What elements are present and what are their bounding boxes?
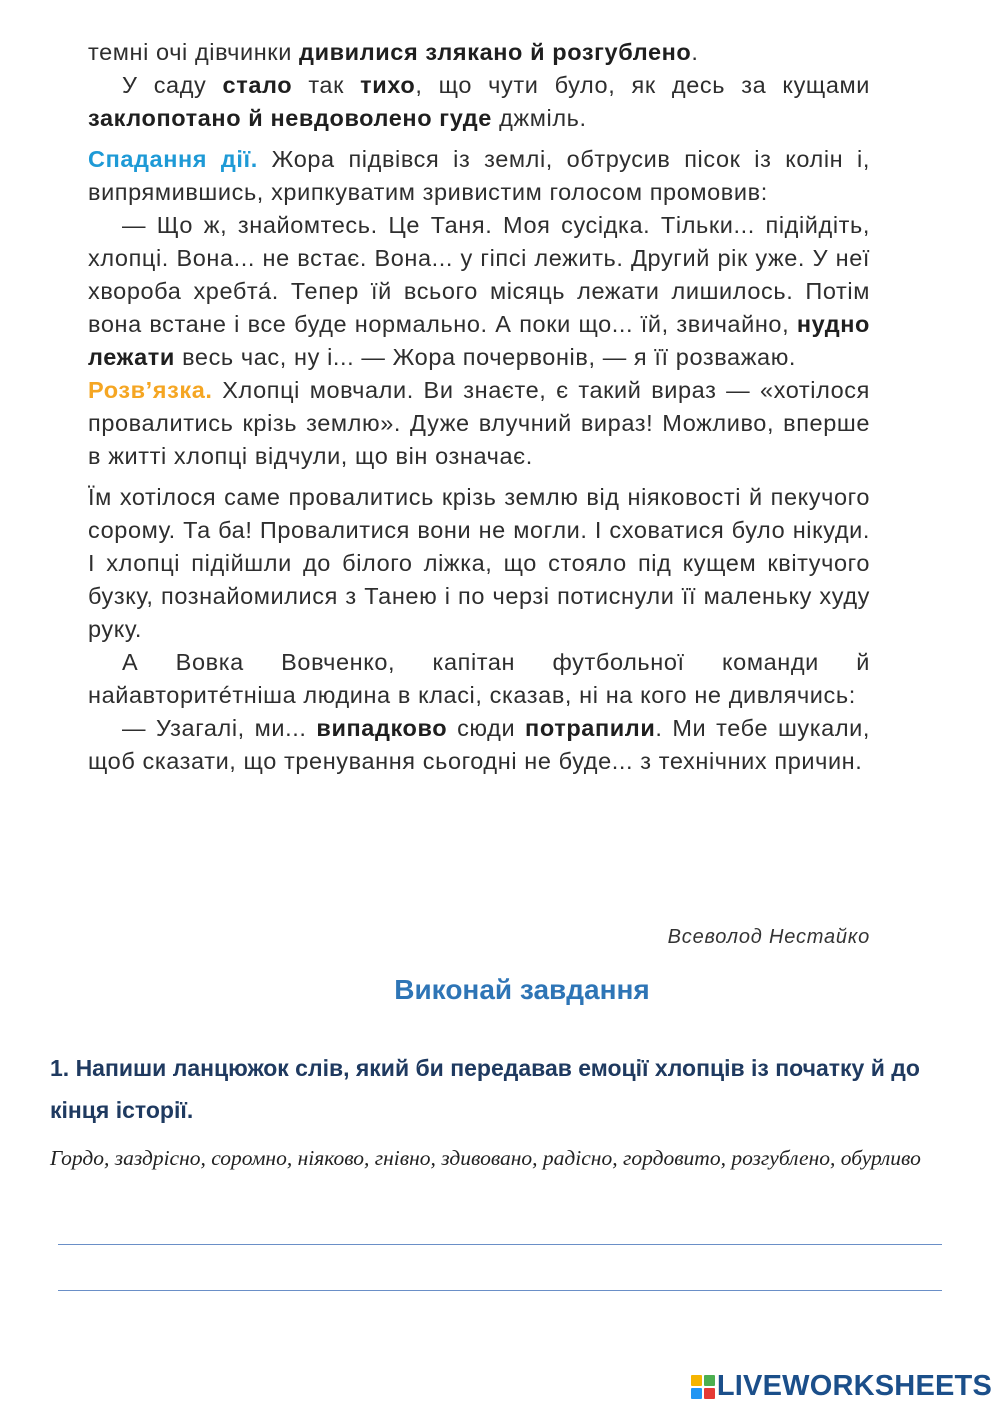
answer-line[interactable] — [58, 1244, 942, 1245]
section-label-resolution: Розв’язка. — [88, 377, 213, 403]
story-paragraph: — Що ж, знайомтесь. Це Таня. Моя сусідка. Тільки... підійдіть, хлопці. Вона... не встає. Вона... у гіпсі лежить. Другий рік уже. У неї хвороба хребта́. Тепер їй всього місяць лежати лишилось. Потім вона встане і все буде нормально. А поки що... їй, звичайно, нудно лежати весь час, ну і... — Жора почервонів, — я її розважаю. — [88, 212, 870, 370]
story-paragraph: Їм хотілося саме провалитись крізь землю від ніяковості й пекучого сорому. Та ба! Провалитися вони не могли. І сховатися було нікуди. І хлопці підійшли до білого ліжка, що стояло під кущем квітучого бузку, познайомилися з Танею і по черзі потиснули її маленьку худу руку. — [88, 484, 870, 642]
liveworksheets-brand — [691, 1370, 992, 1403]
story-paragraph: — Узагалі, ми... випадково сюди потрапили. Ми тебе шукали, щоб сказати, що тренування сьогодні не буде... з технічних причин. — [88, 715, 871, 774]
brand-name: LIVEWORKSHEETS — [716, 1370, 992, 1402]
logo-square-red — [704, 1388, 715, 1399]
logo-square-yellow — [691, 1375, 702, 1386]
story-paragraph-falling-action: Спадання дії. Жора підвівся із землі, обтрусив пісок із колін і, випрямившись, хрипкуватим зривистим голосом промовив: — [88, 146, 870, 205]
story-author: Всеволод Нестайко — [667, 926, 870, 948]
story-paragraph: А Вовка Вовченко, капітан футбольної команди й найавторитéтніша людина в класі, сказав, ні на кого не дивлячись: — [88, 649, 870, 708]
logo-square-green — [704, 1375, 715, 1386]
section-label-falling-action: Спадання дії. — [88, 146, 258, 172]
liveworksheets-logo-icon — [691, 1375, 715, 1399]
story-paragraph-resolution: Розв’язка. Хлопці мовчали. Ви знаєте, є такий вираз — «хотілося провалитись крізь землю». Дуже влучний вираз! Можливо, вперше в житті хлопці відчули, що він означає. — [88, 377, 870, 469]
answer-line[interactable] — [58, 1290, 942, 1291]
story-paragraph: У саду стало так тихо, що чути було, як десь за кущами заклопотано й невдоволено гуде джміль. — [88, 72, 871, 131]
task-title: Виконай завдання — [394, 974, 650, 1005]
story-text — [88, 36, 870, 778]
logo-square-blue — [691, 1388, 702, 1399]
task-question: 1. Напиши ланцюжок слів, який би передавав емоції хлопців із початку й до кінця історії. — [50, 1055, 920, 1123]
story-paragraph: темні очі дівчинки дивилися злякано й розгублено. — [88, 39, 699, 65]
answer-word-bank: Гордо, заздрісно, соромно, ніяково, гнівно, здивовано, радісно, гордовито, розгублено, обурливо — [50, 1146, 921, 1170]
